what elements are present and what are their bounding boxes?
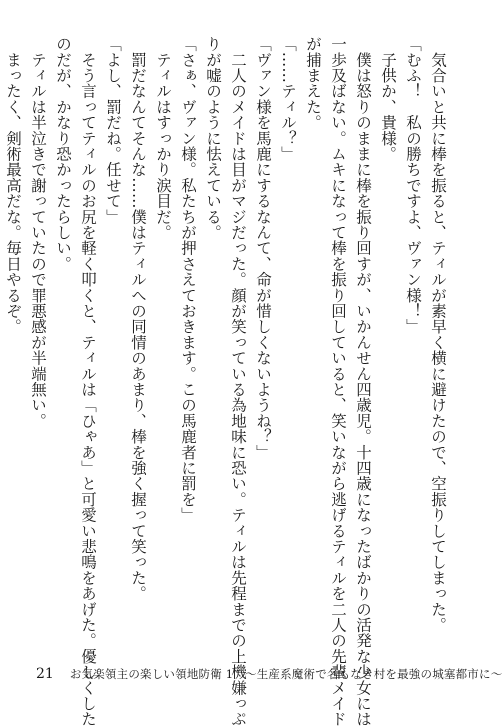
text-line: のだが、かなり恐かったらしい。 — [54, 36, 72, 272]
text-line: ティルはすっかり涙目だ。 — [154, 36, 172, 241]
page-number: 21 — [36, 666, 54, 682]
text-line: りが嘘のように怯えている。 — [204, 36, 222, 241]
text-line: まったく、剣術最高だな。毎日やるぞ。 — [4, 36, 22, 335]
text-line: 気合いと共に棒を振ると、ティルが素早く横に避けたので、空振りしてしまった。 — [429, 36, 447, 633]
text-line: 「むふ！ 私の勝ちですよ、ヴァン様！」 — [404, 36, 422, 335]
text-line: ティルは半泣きで謝っていたので罪悪感が半端無い。 — [29, 36, 47, 429]
text-line: 一歩及ばない。ムキになって棒を振り回していると、笑いながら逃げるティルを二人の先輩メイド — [329, 36, 347, 727]
text-line: 二人のメイドは目がマジだった。顔が笑っている為地味に恐い。ティルは先程までの上機嫌っぷ — [229, 36, 247, 727]
text-line: 「よし、罰だね。任せて」 — [104, 36, 122, 225]
text-line: 「……ティル？」 — [279, 36, 297, 162]
text-line: 子供か、貴様。 — [379, 36, 397, 162]
text-line: が捕まえた。 — [304, 36, 322, 131]
text-line: 罰だなんてそんな……僕はティルへの同情のあまり、棒を強く握って笑った。 — [129, 36, 147, 602]
text-line: そう言ってティルのお尻を軽く叩くと、ティルは「ひゃあ」と可愛い悲鳴をあげた。優しくした — [79, 36, 97, 727]
text-line: 僕は怒りのままに棒を振り回すが、いかんせん四歳児。十四歳になったばかりの活発な少女には — [354, 36, 372, 727]
book-title: お気楽領主の楽しい領地防衛 1 〜生産系魔術で名もなき村を最強の城塞都市に〜 — [69, 667, 502, 681]
page-footer — [36, 664, 502, 684]
text-line: 「さぁ、ヴァン様。私たちが押さえておきます。この馬鹿者に罰を」 — [179, 36, 197, 523]
text-line: 「ヴァン様を馬鹿にするなんて、命が惜しくないようね？」 — [254, 36, 272, 460]
